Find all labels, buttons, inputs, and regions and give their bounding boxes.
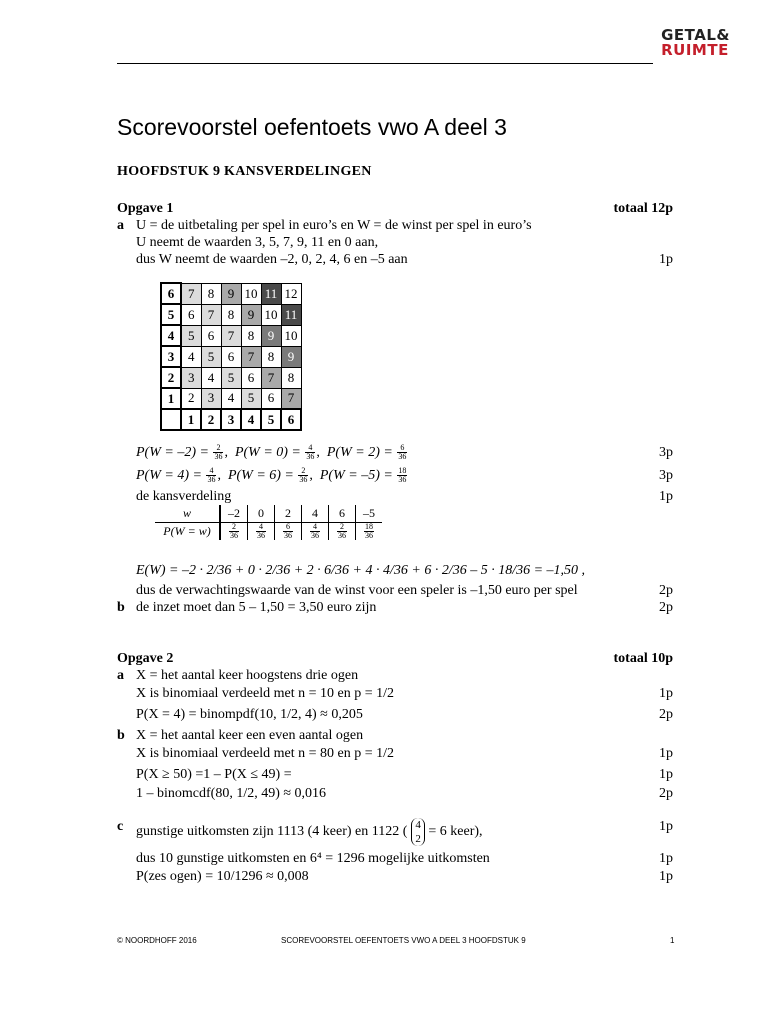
dice-row — [161, 304, 301, 325]
dice-row — [161, 367, 301, 388]
dice-corner — [161, 409, 181, 430]
dice-row-header: 3 — [161, 346, 181, 367]
dice-row-header: 5 — [161, 304, 181, 325]
dice-cell: 8 — [221, 304, 241, 325]
opgave2-a3: P(X = 4) = binompdf(10, 1/2, 4) ≈ 0,205 2p — [136, 707, 673, 722]
dist-prob: $\frac{2}{36}$ — [329, 523, 356, 541]
dice-col-header: 2 — [201, 409, 221, 430]
dist-value: 2 — [275, 505, 302, 523]
dist-value: –5 — [356, 505, 383, 523]
dist-value: 4 — [302, 505, 329, 523]
expectation-line: E(W) = –2 · 2/36 + 0 · 2/36 + 2 · 6/36 + 4 · 4/36 + 6 · 2/36 – 5 · 18/36 = –1,50 , — [136, 563, 586, 578]
dice-cell: 5 — [241, 388, 261, 409]
brand-logo — [661, 28, 730, 58]
dice-cell: 9 — [261, 325, 281, 346]
dice-cell: 10 — [261, 304, 281, 325]
dice-col-header: 1 — [181, 409, 201, 430]
opgave1-a-line1: a U = de uitbetaling per spel in euro’s en W = de winst per spel in euro’s — [117, 218, 532, 233]
dice-cell: 7 — [221, 325, 241, 346]
dice-cell: 6 — [221, 346, 241, 367]
dice-row-header: 1 — [161, 388, 181, 409]
opgave1-header: Opgave 1 totaal 12p — [117, 201, 673, 216]
dice-cell: 11 — [281, 304, 301, 325]
dice-cell: 7 — [261, 367, 281, 388]
dice-cell: 5 — [221, 367, 241, 388]
dice-cell: 7 — [241, 346, 261, 367]
kansverdeling-line: de kansverdeling 1p — [136, 489, 673, 504]
opgave2-b4: 1 – binomcdf(80, 1/2, 49) ≈ 0,016 2p — [136, 786, 673, 801]
footer-page-number: 1 — [670, 936, 675, 945]
dice-row — [161, 388, 301, 409]
dist-prob: $\frac{4}{36}$ — [248, 523, 275, 541]
opgave1-a-line3: dus W neemt de waarden –2, 0, 2, 4, 6 en –5 aan 1p — [136, 252, 673, 267]
dist-prob: $\frac{4}{36}$ — [302, 523, 329, 541]
dice-cell: 6 — [241, 367, 261, 388]
dist-value: 6 — [329, 505, 356, 523]
dice-cell: 8 — [281, 367, 301, 388]
chapter-heading: HOOFDSTUK 9 KANSVERDELINGEN — [117, 164, 372, 179]
dice-row-header: 4 — [161, 325, 181, 346]
page-title: Scorevoorstel oefentoets vwo A deel 3 — [117, 114, 507, 140]
dice-row-header: 6 — [161, 283, 181, 304]
dice-cell: 10 — [241, 283, 261, 304]
dice-cell: 3 — [181, 367, 201, 388]
opgave2-a2: X is binomiaal verdeeld met n = 10 en p = 1/2 1p — [136, 686, 673, 701]
dice-cell: 6 — [261, 388, 281, 409]
dice-cell: 6 — [201, 325, 221, 346]
opgave2-header: Opgave 2 totaal 10p — [117, 651, 673, 666]
dice-cell: 8 — [261, 346, 281, 367]
prob-line-1: P(W = –2) = $\frac{2}{36}$ , P(W = 0) = $\frac{4}{36}$ , P(W = 2) = $\frac{6}{36}$ 3p — [136, 443, 673, 462]
dist-prob: $\frac{6}{36}$ — [275, 523, 302, 541]
binomial-coefficient: 4 2 — [411, 818, 425, 846]
footer-copyright: © NOORDHOFF 2016 — [117, 936, 197, 945]
dice-cell: 12 — [281, 283, 301, 304]
dice-cell: 5 — [181, 325, 201, 346]
dice-cell: 5 — [201, 346, 221, 367]
dice-cell: 4 — [221, 388, 241, 409]
dice-cell: 9 — [221, 283, 241, 304]
dice-cell: 8 — [201, 283, 221, 304]
dice-cell: 4 — [181, 346, 201, 367]
footer-title: SCOREVOORSTEL OEFENTOETS VWO A DEEL 3 HOOFDSTUK 9 — [281, 936, 526, 945]
distribution-table: w –2 0 2 4 6 –5 P(W = w) $\frac{2}{36}$ $\frac{4}{36}$ $\frac{6}{36}$ $\frac{4}{36}$ $\frac{2}{36}$ $\frac{18}{36}$ — [155, 505, 382, 540]
dice-cell: 4 — [201, 367, 221, 388]
opgave2-b3: P(X ≥ 50) =1 – P(X ≤ 49) = 1p — [136, 767, 673, 782]
dice-col-header: 6 — [281, 409, 301, 430]
dice-cell: 7 — [181, 283, 201, 304]
dice-cell: 9 — [281, 346, 301, 367]
dist-value: –2 — [220, 505, 248, 523]
verwachting-line: dus de verwachtingswaarde van de winst voor een speler is –1,50 euro per spel 2p — [136, 583, 673, 598]
dice-cell: 11 — [261, 283, 281, 304]
dist-prob: $\frac{18}{36}$ — [356, 523, 383, 541]
brand-line2: RUIMTE — [661, 41, 729, 59]
opgave2-b1: b X = het aantal keer een even aantal ogen — [117, 728, 364, 743]
dice-row — [161, 346, 301, 367]
dice-cell: 7 — [201, 304, 221, 325]
dice-cell: 7 — [281, 388, 301, 409]
opgave1-a-line2: U neemt de waarden 3, 5, 7, 9, 11 en 0 aan, — [136, 235, 379, 250]
dice-col-header: 3 — [221, 409, 241, 430]
dice-cell: 6 — [181, 304, 201, 325]
dice-cell: 2 — [181, 388, 201, 409]
opgave2-c2: dus 10 gunstige uitkomsten en 6⁴ = 1296 mogelijke uitkomsten 1p — [136, 851, 673, 866]
dice-cell: 10 — [281, 325, 301, 346]
opgave2-a1: a X = het aantal keer hoogstens drie ogen — [117, 668, 359, 683]
dice-sum-table — [160, 282, 302, 431]
dice-col-header: 4 — [241, 409, 261, 430]
dist-prob: $\frac{2}{36}$ — [230, 522, 238, 540]
opgave1-b: b de inzet moet dan 5 – 1,50 = 3,50 euro zijn 2p — [117, 600, 673, 615]
dice-row — [161, 283, 301, 304]
dice-cell: 9 — [241, 304, 261, 325]
dice-col-header: 5 — [261, 409, 281, 430]
dist-value: 0 — [248, 505, 275, 523]
dice-cell: 8 — [241, 325, 261, 346]
prob-line-2: P(W = 4) = $\frac{4}{36}$ , P(W = 6) = $\frac{2}{36}$ , P(W = –5) = $\frac{18}{36}$ 3p — [136, 466, 673, 485]
header-rule — [117, 63, 653, 64]
dice-row-header: 2 — [161, 367, 181, 388]
opgave2-c1: c gunstige uitkomsten zijn 1113 (4 keer) en 1122 ( 4 2 = 6 keer), 1p — [117, 819, 673, 845]
opgave2-c3: P(zes ogen) = 10/1296 ≈ 0,008 1p — [136, 869, 673, 884]
dice-cell: 3 — [201, 388, 221, 409]
brand-line1: GETAL& — [661, 26, 730, 44]
dice-row — [161, 325, 301, 346]
opgave2-b2: X is binomiaal verdeeld met n = 80 en p = 1/2 1p — [136, 746, 673, 761]
